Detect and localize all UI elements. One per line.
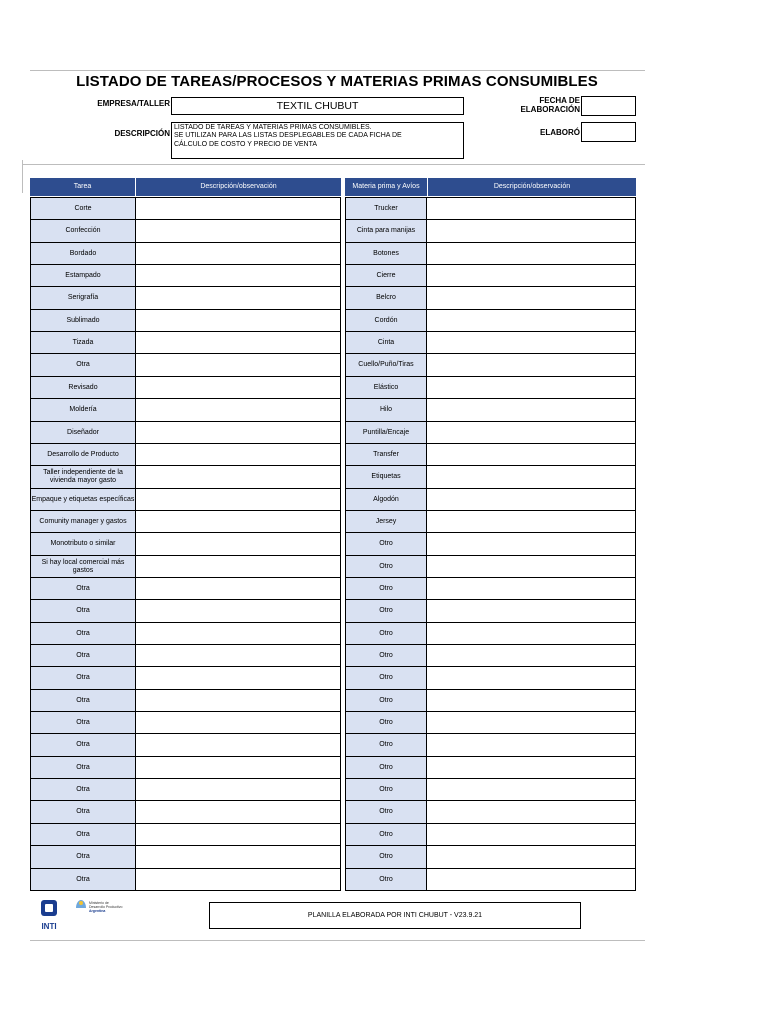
right-label-cell: Otro (345, 689, 427, 712)
descripcion-field[interactable] (171, 122, 464, 159)
right-label-cell: Otro (345, 622, 427, 645)
right-description-cell[interactable] (426, 577, 636, 600)
right-description-cell[interactable] (426, 599, 636, 623)
page-title: LISTADO DE TAREAS/PROCESOS Y MATERIAS PRIMAS CONSUMIBLES (76, 73, 598, 90)
left-label-cell: Otra (30, 599, 136, 623)
left-description-cell[interactable] (135, 733, 341, 757)
left-description-cell[interactable] (135, 286, 341, 310)
left-label-cell: Revisado (30, 376, 136, 399)
right-description-cell[interactable] (426, 644, 636, 667)
right-label-cell: Otro (345, 756, 427, 779)
right-label-cell: Algodón (345, 488, 427, 511)
fecha-label: FECHA DE ELABORACIÓN (520, 96, 580, 114)
left-description-cell[interactable] (135, 264, 341, 287)
left-description-cell[interactable] (135, 577, 341, 600)
left-description-cell[interactable] (135, 666, 341, 690)
right-description-cell[interactable] (426, 689, 636, 712)
descripcion-line-2: SE UTILIZAN PARA LAS LISTAS DESPLEGABLES DE CADA FICHA DE (174, 132, 402, 140)
left-header-tarea: Tarea (30, 178, 135, 196)
right-label-cell: Etiquetas (345, 465, 427, 489)
right-description-cell[interactable] (426, 376, 636, 399)
right-label-cell: Otro (345, 868, 427, 891)
right-description-cell[interactable] (426, 488, 636, 511)
left-label-cell: Otra (30, 666, 136, 690)
right-label-cell: Otro (345, 532, 427, 556)
right-label-cell: Otro (345, 555, 427, 578)
left-label-cell: Confección (30, 219, 136, 243)
right-description-cell[interactable] (426, 733, 636, 757)
right-label-cell: Transfer (345, 443, 427, 466)
right-description-cell[interactable] (426, 331, 636, 354)
left-label-cell: Taller independiente de la vivienda mayor gasto (30, 465, 136, 489)
left-description-cell[interactable] (135, 800, 341, 824)
right-description-cell[interactable] (426, 666, 636, 690)
header-divider (22, 164, 645, 165)
right-label-cell: Cinta para manijas (345, 219, 427, 243)
empresa-label: EMPRESA/TALLER (97, 99, 170, 108)
argentina-shield-icon (75, 899, 87, 917)
left-description-cell[interactable] (135, 510, 341, 533)
left-label-cell: Estampado (30, 264, 136, 287)
left-description-cell[interactable] (135, 197, 341, 220)
left-label-cell: Serigrafía (30, 286, 136, 310)
left-description-cell[interactable] (135, 488, 341, 511)
fecha-field[interactable] (581, 96, 636, 116)
right-description-cell[interactable] (426, 421, 636, 444)
left-description-cell[interactable] (135, 711, 341, 734)
left-header-descripcion: Descripción/observación (135, 178, 341, 196)
right-description-cell[interactable] (426, 197, 636, 220)
right-description-cell[interactable] (426, 309, 636, 332)
right-description-cell[interactable] (426, 264, 636, 287)
right-label-cell: Puntilla/Encaje (345, 421, 427, 444)
right-label-cell: Elástico (345, 376, 427, 399)
left-description-cell[interactable] (135, 599, 341, 623)
right-description-cell[interactable] (426, 823, 636, 846)
inti-logo (36, 899, 62, 929)
left-label-cell: Comunity manager y gastos (30, 510, 136, 533)
right-header-descripcion: Descripción/observación (427, 178, 636, 196)
left-description-cell[interactable] (135, 532, 341, 556)
ministry-logo: Ministerio de Desarrollo Productivo Argentina (75, 899, 135, 921)
top-rule (30, 70, 645, 71)
left-label-cell: Si hay local comercial más gastos (30, 555, 136, 578)
left-label-cell: Otra (30, 689, 136, 712)
descripcion-label: DESCRIPCIÓN (114, 129, 170, 138)
left-label-cell: Otra (30, 733, 136, 757)
left-description-cell[interactable] (135, 689, 341, 712)
right-description-cell[interactable] (426, 778, 636, 801)
right-description-cell[interactable] (426, 443, 636, 466)
right-label-cell: Otro (345, 711, 427, 734)
descripcion-line-1: LISTADO DE TAREAS Y MATERIAS PRIMAS CONSUMIBLES. (174, 124, 372, 131)
left-description-cell[interactable] (135, 443, 341, 466)
right-description-cell[interactable] (426, 800, 636, 824)
empresa-field[interactable]: TEXTIL CHUBUT (171, 97, 464, 115)
right-label-cell: Otro (345, 666, 427, 690)
right-label-cell: Otro (345, 845, 427, 869)
right-description-cell[interactable] (426, 398, 636, 422)
left-label-cell: Otra (30, 622, 136, 645)
left-description-cell[interactable] (135, 644, 341, 667)
right-description-cell[interactable] (426, 465, 636, 489)
right-description-cell[interactable] (426, 868, 636, 891)
right-label-cell: Otro (345, 577, 427, 600)
left-description-cell[interactable] (135, 331, 341, 354)
right-label-cell: Otro (345, 778, 427, 801)
descripcion-line-3: CÁLCULO DE COSTO Y PRECIO DE VENTA (174, 140, 318, 148)
left-label-cell: Otra (30, 644, 136, 667)
left-description-cell[interactable] (135, 353, 341, 377)
right-label-cell: Trucker (345, 197, 427, 220)
inti-mark-icon (36, 899, 62, 917)
right-description-cell[interactable] (426, 532, 636, 556)
inti-logo-text: INTI (41, 922, 57, 931)
left-label-cell: Otra (30, 823, 136, 846)
left-label-cell: Otra (30, 778, 136, 801)
left-description-cell[interactable] (135, 398, 341, 422)
left-label-cell: Sublimado (30, 309, 136, 332)
left-label-cell: Otra (30, 711, 136, 734)
right-description-cell[interactable] (426, 286, 636, 310)
right-label-cell: Jersey (345, 510, 427, 533)
right-label-cell: Cuello/Puño/Tiras (345, 353, 427, 377)
left-description-cell[interactable] (135, 242, 341, 265)
right-description-cell[interactable] (426, 845, 636, 869)
left-description-cell[interactable] (135, 219, 341, 243)
left-label-cell: Tizada (30, 331, 136, 354)
left-label-cell: Otra (30, 756, 136, 779)
left-description-cell[interactable] (135, 465, 341, 489)
right-description-cell[interactable] (426, 219, 636, 243)
right-label-cell: Belcro (345, 286, 427, 310)
left-label-cell: Monotributo o similar (30, 532, 136, 556)
right-label-cell: Otro (345, 800, 427, 824)
right-description-cell[interactable] (426, 756, 636, 779)
right-header-materia: Materia prima y Avíos (345, 178, 427, 196)
left-description-cell[interactable] (135, 622, 341, 645)
right-label-cell: Otro (345, 644, 427, 667)
left-margin-rule (22, 160, 23, 193)
left-description-cell[interactable] (135, 778, 341, 801)
right-description-cell[interactable] (426, 510, 636, 533)
left-label-cell: Moldería (30, 398, 136, 422)
right-label-cell: Cierre (345, 264, 427, 287)
right-description-cell[interactable] (426, 242, 636, 265)
left-label-cell: Desarrollo de Producto (30, 443, 136, 466)
right-label-cell: Otro (345, 733, 427, 757)
right-description-cell[interactable] (426, 353, 636, 377)
left-description-cell[interactable] (135, 376, 341, 399)
right-description-cell[interactable] (426, 622, 636, 645)
left-description-cell[interactable] (135, 845, 341, 869)
left-description-cell[interactable] (135, 868, 341, 891)
right-label-cell: Otro (345, 599, 427, 623)
footer-credit: PLANILLA ELABORADA POR INTI CHUBUT - V23.9.21 (209, 902, 581, 929)
right-description-cell[interactable] (426, 555, 636, 578)
left-description-cell[interactable] (135, 756, 341, 779)
right-description-cell[interactable] (426, 711, 636, 734)
left-label-cell: Otra (30, 868, 136, 891)
right-label-cell: Cinta (345, 331, 427, 354)
left-label-cell: Otra (30, 845, 136, 869)
left-label-cell: Diseñador (30, 421, 136, 444)
left-description-cell[interactable] (135, 555, 341, 578)
elaboro-field[interactable] (581, 122, 636, 142)
left-label-cell: Corte (30, 197, 136, 220)
elaboro-label: ELABORÓ (540, 128, 580, 137)
right-label-cell: Hilo (345, 398, 427, 422)
right-label-cell: Cordón (345, 309, 427, 332)
right-label-cell: Otro (345, 823, 427, 846)
left-label-cell: Bordado (30, 242, 136, 265)
left-label-cell: Otra (30, 800, 136, 824)
left-label-cell: Otra (30, 577, 136, 600)
right-label-cell: Botones (345, 242, 427, 265)
left-description-cell[interactable] (135, 421, 341, 444)
bottom-rule (30, 940, 645, 941)
left-label-cell: Empaque y etiquetas específicas (30, 488, 136, 511)
left-label-cell: Otra (30, 353, 136, 377)
left-description-cell[interactable] (135, 823, 341, 846)
left-description-cell[interactable] (135, 309, 341, 332)
